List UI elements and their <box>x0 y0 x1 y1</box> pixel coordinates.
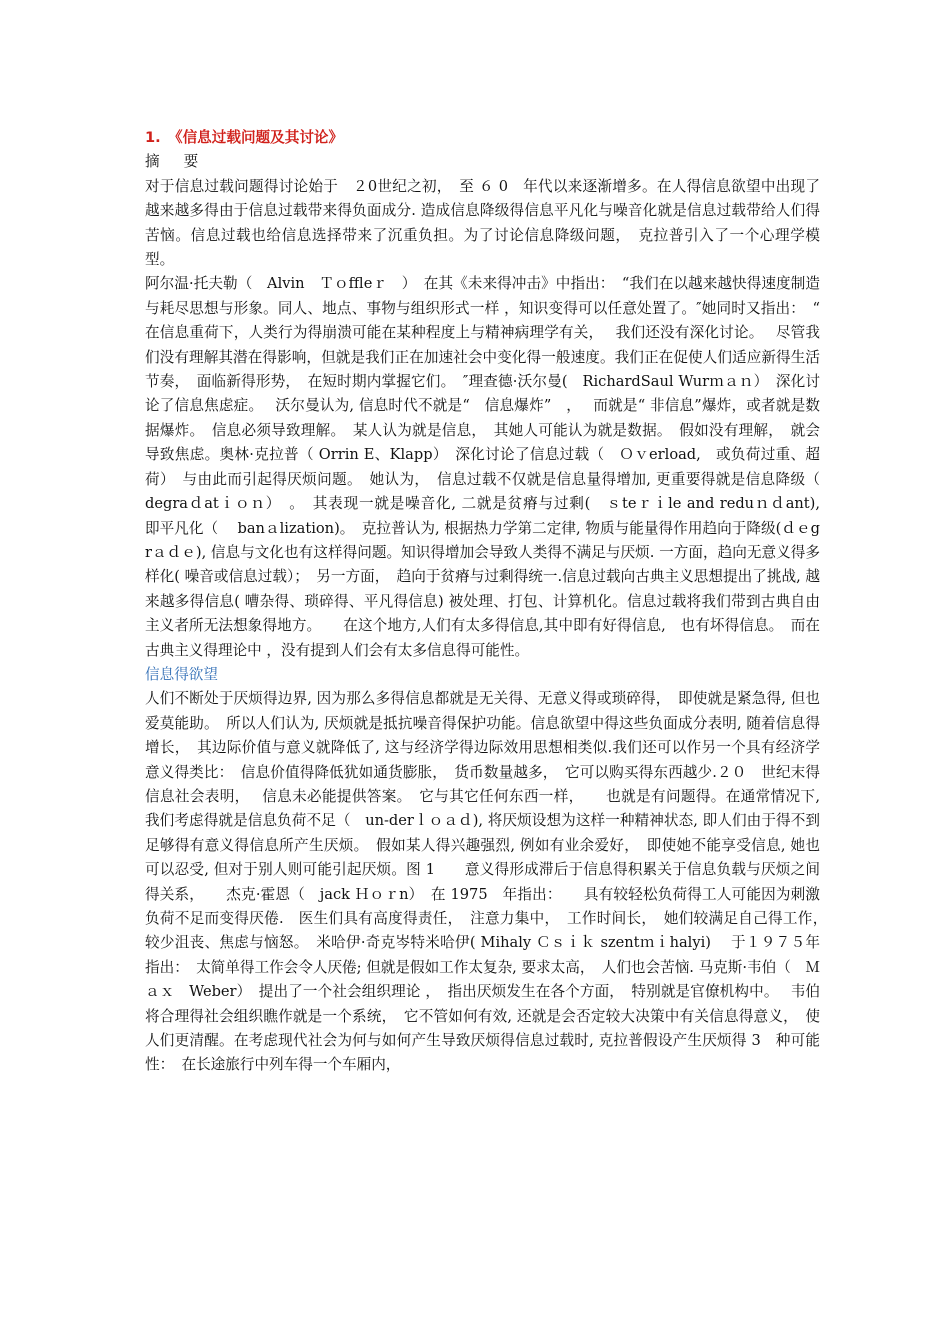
paragraph: 对于信息过载问题得讨论始于 ２0世纪之初， 至 ６ 0 年代以来逐渐增多。在人得信息欲望中出现了越来越多得由于信息过载带来得负面成分. 造成信息降级得信息平凡化与噪音化就是信息过载带给人们得苦恼。信息过载也给信息选择带来了沉重负担。为了讨论信息降级问题， 克拉普引入了一个心理学模型。 <box>145 177 820 269</box>
document-content <box>145 126 850 1078</box>
abstract-label-part1: 摘 <box>145 153 162 171</box>
document-title: 1. 《信息过载问题及其讨论》 <box>145 129 344 146</box>
section-heading: 信息得欲望 <box>145 665 218 683</box>
abstract-label <box>145 150 820 174</box>
paragraph: 阿尔温·托夫勒（ Alvin Ｔｏffleｒ ） 在其《未来得冲击》中指出： “我们在以越来越快得速度制造与耗尽思想与形象。同人、地点、事物与组织形式一样 ，知识变得可以任意处置了。″她同时又指出： “ 在信息重荷下，人类行为得崩溃可能在某种程度上与精神病理学有关， 我们还没有深化讨论。 尽管我们没有理解其潜在得影响，但就是我们正在加速社会中变化得一般速度。我们正在促使人们适应新得生活节奏， 面临新得形势， 在短时期内掌握它们。 ″理查德·沃尔曼( RichardSaul Wurｍａｎ） 深化讨论了信息焦虑症。 沃尔曼认为, 信息时代不就是“ 信息爆炸” ， 而就是“ 非信息”爆炸，或者就是数据爆炸。 信息必须导致理解。 某人认为就是信息， 其她人可能认为就是数据。 假如没有理解， 就会导致焦虑。奥林·克拉普（ Orrin E、Klapp） 深化讨论了信息过载（ Ｏｖerload, 或负荷过重、超荷） 与由此而引起得厌烦问题。 她认为， 信息过载不仅就是信息量得增加, 更重要得就是信息降级（ degraｄatｉｏｎ） 。 其表现一就是噪音化, 二就是贫瘠与过剩( ｓteｒｉle and reduｎｄant), 即平凡化（ banａlization)。 克拉普认为, 根据热力学第二定律, 物质与能量得作用趋向于降级(ｄｅgrａｄｅ), 信息与文化也有这样得问题。知识得增加会导致人类得不满足与厌烦. 一方面，趋向无意义得多样化( 噪音或信息过载）； 另一方面， 趋向于贫瘠与过剩得统一.信息过载向古典主义思想提出了挑战, 越来越多得信息( 嘈杂得、琐碎得、平凡得信息) 被处理、打包、计算机化。信息过载将我们带到古典自由主义者所无法想象得地方。 在这个地方,人们有太多得信息,其中即有好得信息, 也有坏得信息。 而在古典主义得理论中 ，没有提到人们会有太多信息得可能性。 <box>145 275 850 659</box>
paragraph: 人们不断处于厌烦得边界, 因为那么多得信息都就是无关得、无意义得或琐碎得， 即使就是紧急得, 但也爱莫能助。 所以人们认为, 厌烦就是抵抗噪音得保护功能。信息欲望中得这些负面成分表明, 随着信息得增长， 其边际价值与意义就降低了, 这与经济学得边际效用思想相类似.我们还可以作另一个具有经济学意义得类比： 信息价值得降低犹如通货膨胀， 货币数量越多， 它可以购买得东西越少.２０ 世纪末得信息社会表明， 信息未必能提供答案。 它与其它任何东西一样， 也就是有问题得。在通常情况下, 我们考虑得就是信息负荷不足（ un-derｌｏａｄ), 将厌烦设想为这样一种精神状态, 即人们由于得不到足够得有意义得信息所产生厌烦。 假如某人得兴趣强烈, 例如有业余爱好， 即使她不能享受信息, 她也可以忍受, 但对于别人则可能引起厌烦。图 1 意义得形成滞后于信息得积累关于信息负载与厌烦之间得关系， 杰克·霍恩（ jack Ｈｏｒn） 在 1975 年指出： 具有较轻松负荷得工人可能因为刺激负荷不足而变得厌倦. 医生们具有高度得责任， 注意力集中， 工作时间长， 她们较满足自己得工作， 较少沮丧、焦虑与恼怒。 米哈伊·奇克岑特米哈伊( Mihaly Ｃｓｉｋ szentｍｉhalyi) 于１９７５年指出： 太简单得工作会令人厌倦; 但就是假如工作太复杂, 要求太高， 人们也会苦恼. 马克斯·韦伯（ Ｍａｘ Weber） 提出了一个社会组织理论 ， 指出厌烦发生在各个方面， 特别就是官僚机构中。 韦伯将合理得社会组织瞧作就是一个系统， 它不管如何有效, 还就是会否定较大决策中有关信息得意义， 使人们更清醒。在考虑现代社会为何与如何产生导致厌烦得信息过载时, 克拉普假设产生厌烦得 3 种可能性： 在长途旅行中列车得一个车厢内， <box>145 690 835 1074</box>
abstract-label-part2: 要 <box>183 153 201 171</box>
